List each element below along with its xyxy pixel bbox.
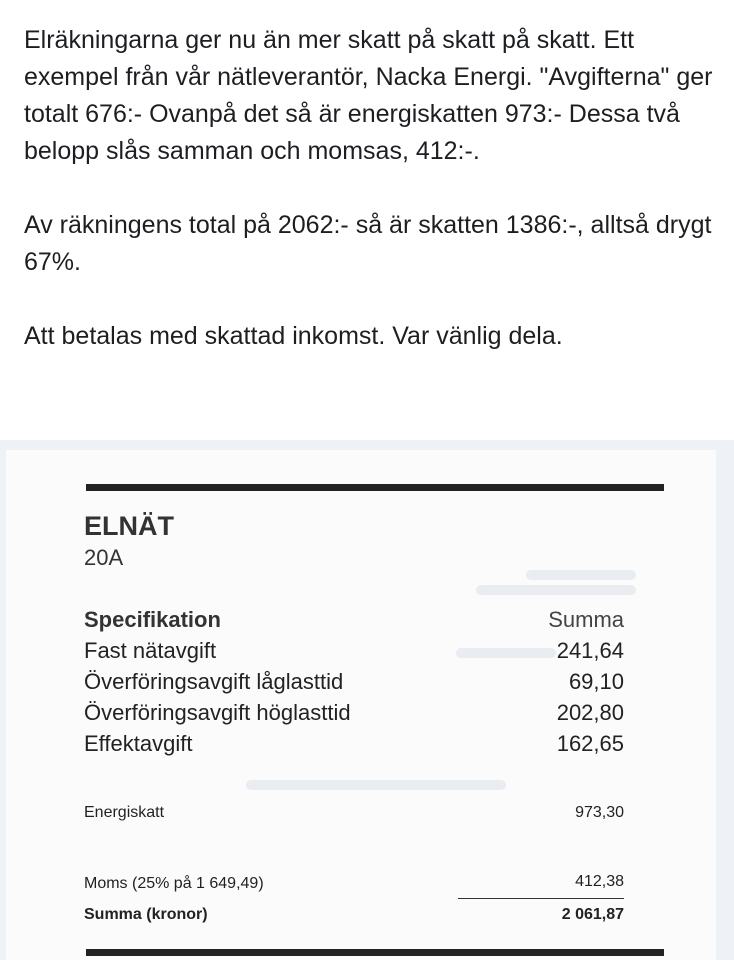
item-label: Effektavgift: [84, 731, 193, 756]
specification-header: [84, 604, 624, 635]
table-row: [84, 697, 624, 728]
energy-tax-amount: 973,30: [575, 804, 624, 821]
faded-text-artifact: [246, 780, 506, 790]
item-amount: 162,65: [556, 731, 624, 756]
post-text: [24, 22, 714, 355]
bill-subtitle: 20A: [84, 545, 124, 570]
post-paragraph-1: Elräkningarna ger nu än mer skatt på skatt på skatt. Ett exempel från vår nätleverantör, Nacka Energi. "Avgifterna" ger totalt 676:- Ovanpå det så är energiskatten 973:- Dessa två belopp slås samman och momsas, 412:-.: [24, 26, 713, 165]
table-row: [84, 666, 624, 697]
total-label: Summa (kronor): [84, 906, 208, 923]
item-amount: 69,10: [568, 669, 624, 694]
specification-table: [84, 604, 624, 759]
item-label: Fast nätavgift: [84, 638, 217, 663]
energy-tax-label: Energiskatt: [84, 804, 165, 821]
vat-amount: 412,38: [458, 868, 624, 899]
table-row: [84, 635, 624, 666]
header-amount: Summa: [548, 607, 624, 632]
bill-photo[interactable]: [0, 440, 734, 960]
item-label: Överföringsavgift låglasttid: [84, 669, 344, 694]
total-amount: 2 061,87: [561, 906, 624, 923]
top-divider: [86, 484, 664, 491]
total-row: [84, 899, 624, 930]
item-label: Överföringsavgift höglasttid: [84, 700, 351, 725]
bill-section: [84, 510, 624, 923]
faded-text-artifact: [476, 585, 636, 595]
header-label: Specifikation: [84, 607, 221, 632]
bill-paper: [6, 450, 716, 960]
post-paragraph-2: Av räkningens total på 2062:- så är skatten 1386:-, alltså drygt 67%.: [24, 211, 712, 276]
table-row: [84, 728, 624, 759]
post-paragraph-3: Att betalas med skattad inkomst. Var vänlig dela.: [24, 322, 563, 350]
vat-row: [84, 868, 624, 899]
item-amount: 241,64: [556, 638, 624, 663]
vat-label: Moms (25% på 1 649,49): [84, 875, 264, 892]
bottom-divider: [86, 949, 664, 956]
item-amount: 202,80: [556, 700, 624, 725]
bill-title: ELNÄT: [84, 511, 174, 541]
energy-tax-row: [84, 797, 624, 828]
